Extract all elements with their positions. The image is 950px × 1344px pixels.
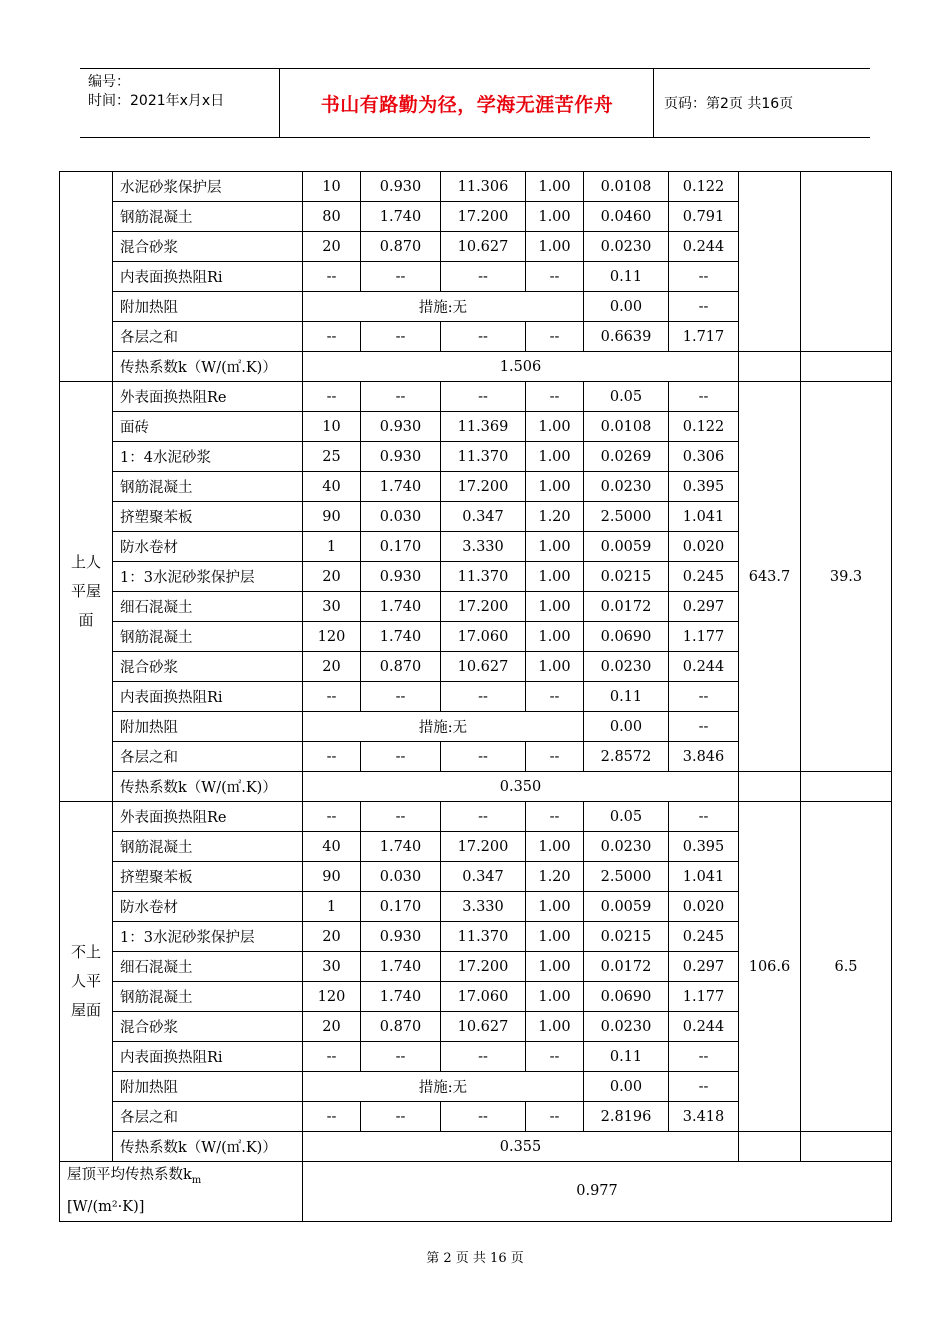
layer-correction: 1.00: [526, 622, 584, 652]
extra-inertia: --: [669, 292, 739, 322]
layer-correction: --: [526, 802, 584, 832]
header-number-label: 编号：: [88, 74, 130, 90]
table-row: [60, 1132, 892, 1162]
layer-thickness: --: [303, 382, 361, 412]
layer-correction: 1.00: [526, 202, 584, 232]
layer-storage-coefficient: 3.330: [441, 892, 526, 922]
k-value: 0.350: [303, 772, 739, 802]
extra-resistance-label: 附加热阻: [113, 712, 303, 742]
layer-inertia: --: [669, 802, 739, 832]
layer-thickness: 10: [303, 412, 361, 442]
layer-conductivity: 1.740: [361, 592, 441, 622]
table-row: [60, 802, 892, 832]
layer-inertia: 0.395: [669, 832, 739, 862]
layer-resistance: 0.05: [584, 382, 669, 412]
k-value: 1.506: [303, 352, 739, 382]
layer-storage-coefficient: --: [441, 682, 526, 712]
layer-conductivity: 1.740: [361, 832, 441, 862]
layer-thickness: 40: [303, 832, 361, 862]
layer-storage-coefficient: 11.306: [441, 172, 526, 202]
layer-storage-coefficient: --: [441, 802, 526, 832]
layer-resistance: 0.0215: [584, 562, 669, 592]
layer-correction: --: [526, 682, 584, 712]
layer-thickness: --: [303, 1042, 361, 1072]
layer-storage-coefficient: 11.370: [441, 922, 526, 952]
layer-thickness: 1: [303, 892, 361, 922]
layer-resistance: 0.0108: [584, 172, 669, 202]
metric-a: [739, 172, 801, 352]
k-blank-b: [801, 772, 892, 802]
layer-resistance: 2.5000: [584, 862, 669, 892]
layer-conductivity: 0.930: [361, 412, 441, 442]
layer-thickness: 1: [303, 532, 361, 562]
extra-measure: 措施:无: [303, 712, 584, 742]
layer-inertia: 0.297: [669, 592, 739, 622]
layer-name: 混合砂浆: [113, 232, 303, 262]
header-motto: 书山有路勤为径，学海无涯苦作舟: [281, 69, 654, 137]
sum-inertia: 1.717: [669, 322, 739, 352]
heat-transfer-table: [59, 171, 892, 1222]
sum-storage-coefficient: --: [441, 322, 526, 352]
layer-conductivity: 0.930: [361, 442, 441, 472]
page-header: [80, 68, 870, 138]
table-row: [60, 172, 892, 202]
layer-correction: 1.00: [526, 982, 584, 1012]
layer-correction: --: [526, 262, 584, 292]
layer-resistance: 0.11: [584, 682, 669, 712]
layer-storage-coefficient: --: [441, 382, 526, 412]
sum-conductivity: --: [361, 1102, 441, 1132]
layer-thickness: 30: [303, 952, 361, 982]
header-meta: [80, 69, 280, 137]
layer-thickness: 20: [303, 652, 361, 682]
layer-thickness: 120: [303, 982, 361, 1012]
layer-storage-coefficient: 17.060: [441, 622, 526, 652]
layer-inertia: 0.122: [669, 412, 739, 442]
layer-name: 混合砂浆: [113, 1012, 303, 1042]
layer-inertia: 1.041: [669, 862, 739, 892]
layer-correction: 1.00: [526, 832, 584, 862]
layer-correction: 1.00: [526, 232, 584, 262]
layer-correction: --: [526, 382, 584, 412]
layer-conductivity: 0.030: [361, 502, 441, 532]
layer-conductivity: 0.930: [361, 562, 441, 592]
layer-conductivity: 0.930: [361, 172, 441, 202]
layer-resistance: 0.0172: [584, 952, 669, 982]
metric-b: 39.3: [801, 382, 892, 772]
layer-storage-coefficient: 17.200: [441, 472, 526, 502]
roof-average-row: [60, 1162, 892, 1222]
layer-inertia: 1.177: [669, 982, 739, 1012]
sum-correction: --: [526, 322, 584, 352]
layer-thickness: 90: [303, 502, 361, 532]
layer-name: 1：3水泥砂浆保护层: [113, 562, 303, 592]
layer-resistance: 0.0690: [584, 982, 669, 1012]
layer-inertia: 0.020: [669, 892, 739, 922]
table-row: [60, 382, 892, 412]
layer-conductivity: --: [361, 802, 441, 832]
layer-storage-coefficient: 0.347: [441, 862, 526, 892]
layer-conductivity: 0.170: [361, 532, 441, 562]
layer-name: 水泥砂浆保护层: [113, 172, 303, 202]
layer-thickness: 20: [303, 232, 361, 262]
sum-inertia: 3.846: [669, 742, 739, 772]
layer-storage-coefficient: --: [441, 262, 526, 292]
layer-conductivity: --: [361, 262, 441, 292]
layer-inertia: 1.177: [669, 622, 739, 652]
sum-thickness: --: [303, 322, 361, 352]
extra-measure: 措施:无: [303, 292, 584, 322]
layer-storage-coefficient: 0.347: [441, 502, 526, 532]
sum-storage-coefficient: --: [441, 1102, 526, 1132]
layer-name: 防水卷材: [113, 892, 303, 922]
table-row: [60, 352, 892, 382]
layer-storage-coefficient: 10.627: [441, 232, 526, 262]
layer-resistance: 0.0172: [584, 592, 669, 622]
layer-name: 外表面换热阻Re: [113, 802, 303, 832]
layer-correction: 1.00: [526, 952, 584, 982]
extra-resistance: 0.00: [584, 712, 669, 742]
sum-inertia: 3.418: [669, 1102, 739, 1132]
layer-conductivity: 0.870: [361, 232, 441, 262]
layer-correction: --: [526, 1042, 584, 1072]
layer-correction: 1.00: [526, 892, 584, 922]
layer-name: 挤塑聚苯板: [113, 862, 303, 892]
k-label: 传热系数k（W/(㎡.K)）: [113, 1132, 303, 1162]
header-page-info: 页码：第2页 共16页: [664, 96, 794, 112]
layer-thickness: 40: [303, 472, 361, 502]
sum-label: 各层之和: [113, 322, 303, 352]
metric-a: 106.6: [739, 802, 801, 1132]
layer-inertia: 0.122: [669, 172, 739, 202]
layer-name: 细石混凝土: [113, 592, 303, 622]
layer-conductivity: 0.030: [361, 862, 441, 892]
layer-conductivity: 0.170: [361, 892, 441, 922]
layer-resistance: 0.0460: [584, 202, 669, 232]
sum-label: 各层之和: [113, 742, 303, 772]
layer-correction: 1.00: [526, 592, 584, 622]
layer-inertia: 1.041: [669, 502, 739, 532]
sum-resistance: 2.8196: [584, 1102, 669, 1132]
layer-storage-coefficient: --: [441, 1042, 526, 1072]
layer-thickness: 120: [303, 622, 361, 652]
layer-inertia: 0.020: [669, 532, 739, 562]
layer-thickness: 90: [303, 862, 361, 892]
layer-correction: 1.00: [526, 172, 584, 202]
extra-resistance: 0.00: [584, 292, 669, 322]
layer-conductivity: 0.870: [361, 652, 441, 682]
layer-storage-coefficient: 10.627: [441, 1012, 526, 1042]
group-label: 不上人平屋面: [60, 802, 113, 1162]
layer-inertia: 0.244: [669, 1012, 739, 1042]
layer-storage-coefficient: 10.627: [441, 652, 526, 682]
layer-inertia: 0.244: [669, 232, 739, 262]
layer-correction: 1.00: [526, 442, 584, 472]
extra-measure: 措施:无: [303, 1072, 584, 1102]
layer-resistance: 0.05: [584, 802, 669, 832]
layer-resistance: 0.0215: [584, 922, 669, 952]
sum-thickness: --: [303, 1102, 361, 1132]
layer-storage-coefficient: 17.200: [441, 202, 526, 232]
layer-correction: 1.00: [526, 922, 584, 952]
layer-correction: 1.00: [526, 472, 584, 502]
layer-thickness: 80: [303, 202, 361, 232]
layer-name: 挤塑聚苯板: [113, 502, 303, 532]
layer-inertia: 0.245: [669, 922, 739, 952]
layer-resistance: 0.0230: [584, 652, 669, 682]
layer-correction: 1.00: [526, 562, 584, 592]
layer-inertia: 0.244: [669, 652, 739, 682]
k-blank-a: [739, 772, 801, 802]
layer-resistance: 0.0059: [584, 532, 669, 562]
extra-inertia: --: [669, 712, 739, 742]
layer-name: 1：4水泥砂浆: [113, 442, 303, 472]
layer-thickness: 30: [303, 592, 361, 622]
layer-conductivity: --: [361, 382, 441, 412]
sum-resistance: 0.6639: [584, 322, 669, 352]
extra-resistance-label: 附加热阻: [113, 1072, 303, 1102]
k-blank-b: [801, 1132, 892, 1162]
layer-inertia: 0.245: [669, 562, 739, 592]
sum-storage-coefficient: --: [441, 742, 526, 772]
metric-a: 643.7: [739, 382, 801, 772]
sum-correction: --: [526, 1102, 584, 1132]
layer-conductivity: 1.740: [361, 472, 441, 502]
layer-name: 内表面换热阻Ri: [113, 262, 303, 292]
layer-name: 面砖: [113, 412, 303, 442]
layer-inertia: --: [669, 382, 739, 412]
layer-name: 1：3水泥砂浆保护层: [113, 922, 303, 952]
layer-correction: 1.00: [526, 532, 584, 562]
roof-average-value: 0.977: [303, 1162, 892, 1222]
sum-correction: --: [526, 742, 584, 772]
layer-conductivity: 1.740: [361, 982, 441, 1012]
layer-resistance: 0.11: [584, 262, 669, 292]
layer-conductivity: 1.740: [361, 952, 441, 982]
extra-inertia: --: [669, 1072, 739, 1102]
layer-conductivity: 0.930: [361, 922, 441, 952]
layer-name: 钢筋混凝土: [113, 202, 303, 232]
layer-inertia: 0.395: [669, 472, 739, 502]
layer-storage-coefficient: 17.060: [441, 982, 526, 1012]
roof-average-unit: [W/(m²·K)]: [67, 1198, 145, 1215]
table-row: [60, 772, 892, 802]
layer-resistance: 0.0230: [584, 832, 669, 862]
layer-name: 钢筋混凝土: [113, 832, 303, 862]
layer-name: 细石混凝土: [113, 952, 303, 982]
layer-storage-coefficient: 17.200: [441, 832, 526, 862]
metric-b: 6.5: [801, 802, 892, 1132]
layer-thickness: 25: [303, 442, 361, 472]
k-label: 传热系数k（W/(㎡.K)）: [113, 772, 303, 802]
k-blank-a: [739, 352, 801, 382]
table-body: [60, 172, 892, 1222]
page-footer: 第 2 页 共 16 页: [426, 1251, 524, 1266]
roof-average-label-subscript: m: [191, 1174, 202, 1186]
layer-correction: 1.20: [526, 862, 584, 892]
sum-conductivity: --: [361, 322, 441, 352]
roof-average-label: [60, 1162, 303, 1222]
layer-resistance: 0.0269: [584, 442, 669, 472]
k-blank-a: [739, 1132, 801, 1162]
roof-average-label-text: 屋顶平均传热系数k: [67, 1167, 192, 1183]
layer-conductivity: 1.740: [361, 202, 441, 232]
group-label: [60, 172, 113, 382]
k-label: 传热系数k（W/(㎡.K)）: [113, 352, 303, 382]
layer-name: 内表面换热阻Ri: [113, 1042, 303, 1072]
layer-inertia: 0.791: [669, 202, 739, 232]
layer-correction: 1.20: [526, 502, 584, 532]
layer-inertia: --: [669, 262, 739, 292]
layer-name: 防水卷材: [113, 532, 303, 562]
layer-inertia: --: [669, 682, 739, 712]
layer-name: 内表面换热阻Ri: [113, 682, 303, 712]
header-time-label: 时间：2021年x月x日: [88, 93, 225, 109]
k-blank-b: [801, 352, 892, 382]
layer-resistance: 2.5000: [584, 502, 669, 532]
layer-thickness: 20: [303, 562, 361, 592]
layer-storage-coefficient: 17.200: [441, 952, 526, 982]
layer-resistance: 0.0230: [584, 472, 669, 502]
layer-correction: 1.00: [526, 652, 584, 682]
layer-resistance: 0.0108: [584, 412, 669, 442]
layer-correction: 1.00: [526, 412, 584, 442]
layer-resistance: 0.0690: [584, 622, 669, 652]
layer-conductivity: 0.870: [361, 1012, 441, 1042]
layer-name: 钢筋混凝土: [113, 472, 303, 502]
layer-conductivity: --: [361, 682, 441, 712]
extra-resistance-label: 附加热阻: [113, 292, 303, 322]
metric-b: [801, 172, 892, 352]
layer-resistance: 0.0230: [584, 1012, 669, 1042]
layer-thickness: --: [303, 682, 361, 712]
layer-name: 外表面换热阻Re: [113, 382, 303, 412]
layer-thickness: 10: [303, 172, 361, 202]
sum-label: 各层之和: [113, 1102, 303, 1132]
layer-resistance: 0.0230: [584, 232, 669, 262]
layer-storage-coefficient: 11.370: [441, 562, 526, 592]
group-label: 上人平屋面: [60, 382, 113, 802]
layer-resistance: 0.11: [584, 1042, 669, 1072]
layer-storage-coefficient: 17.200: [441, 592, 526, 622]
layer-name: 钢筋混凝土: [113, 982, 303, 1012]
layer-correction: 1.00: [526, 1012, 584, 1042]
layer-conductivity: --: [361, 1042, 441, 1072]
layer-thickness: --: [303, 802, 361, 832]
layer-inertia: --: [669, 1042, 739, 1072]
layer-resistance: 0.0059: [584, 892, 669, 922]
layer-inertia: 0.306: [669, 442, 739, 472]
layer-storage-coefficient: 11.369: [441, 412, 526, 442]
sum-resistance: 2.8572: [584, 742, 669, 772]
layer-name: 钢筋混凝土: [113, 622, 303, 652]
layer-thickness: --: [303, 262, 361, 292]
sum-conductivity: --: [361, 742, 441, 772]
layer-name: 混合砂浆: [113, 652, 303, 682]
layer-conductivity: 1.740: [361, 622, 441, 652]
layer-inertia: 0.297: [669, 952, 739, 982]
extra-resistance: 0.00: [584, 1072, 669, 1102]
layer-storage-coefficient: 11.370: [441, 442, 526, 472]
layer-thickness: 20: [303, 922, 361, 952]
k-value: 0.355: [303, 1132, 739, 1162]
sum-thickness: --: [303, 742, 361, 772]
layer-storage-coefficient: 3.330: [441, 532, 526, 562]
layer-thickness: 20: [303, 1012, 361, 1042]
